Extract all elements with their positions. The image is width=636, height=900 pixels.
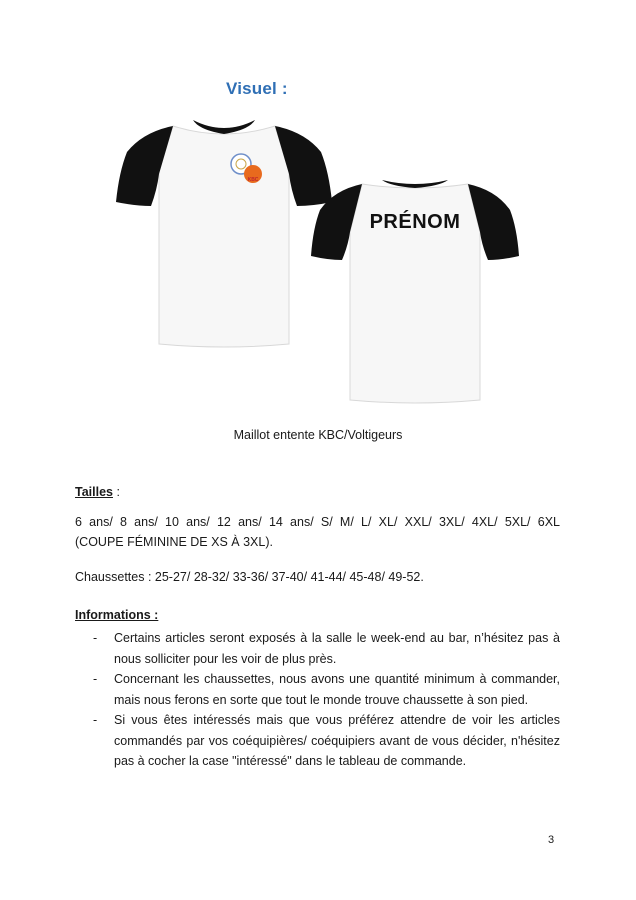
bullet-dash: - (93, 713, 98, 727)
list-item (75, 669, 560, 710)
kbc-logo-text: KBC (247, 177, 259, 183)
info-item-text: Concernant les chaussettes, nous avons une quantité minimum à commander, mais nous ferons en sorte que tout le monde trouve chaussette à son pied. (114, 672, 560, 707)
tshirt-back-print: PRÉNOM (369, 211, 461, 233)
info-item-text: Si vous êtes intéressés mais que vous préférez attendre de voir les articles commandés par vos coéquipières/ coéquipiers avant de vous décider, n'hésitez pas à cocher la case "intéressé" dans le tableau de commande. (114, 713, 560, 768)
sizes-line-2: (COUPE FÉMININE DE XS À 3XL). (75, 535, 273, 549)
chaussettes-sizes: Chaussettes : 25-27/ 28-32/ 33-36/ 37-40/ 41-44/ 45-48/ 49-52. (75, 570, 424, 584)
tailles-heading (75, 485, 120, 499)
bullet-dash: - (93, 672, 98, 686)
image-caption: Maillot entente KBC/Voltigeurs (233, 428, 403, 442)
info-item-text: Certains articles seront exposés à la salle le week-end au bar, n’hésitez pas à nous solliciter pour les voir de plus près. (114, 631, 560, 666)
sizes-line-1: 6 ans/ 8 ans/ 10 ans/ 12 ans/ 14 ans/ S/ M/ L/ XL/ XXL/ 3XL/ 4XL/ 5XL/ 6XL (75, 515, 560, 529)
list-item (75, 628, 560, 669)
tshirt-front-collar (193, 120, 255, 134)
informations-heading-label: Informations : (75, 608, 159, 622)
tailles-heading-label: Tailles (75, 485, 113, 499)
tshirt-front-image (113, 112, 335, 348)
informations-heading (75, 608, 158, 622)
informations-list (75, 628, 560, 772)
tailles-heading-suffix: : (112, 485, 120, 499)
page-number: 3 (548, 834, 555, 846)
tshirt-front-body (159, 126, 289, 347)
visuel-heading: Visuel : (226, 79, 288, 98)
list-item (75, 710, 560, 772)
bullet-dash: - (93, 631, 98, 645)
